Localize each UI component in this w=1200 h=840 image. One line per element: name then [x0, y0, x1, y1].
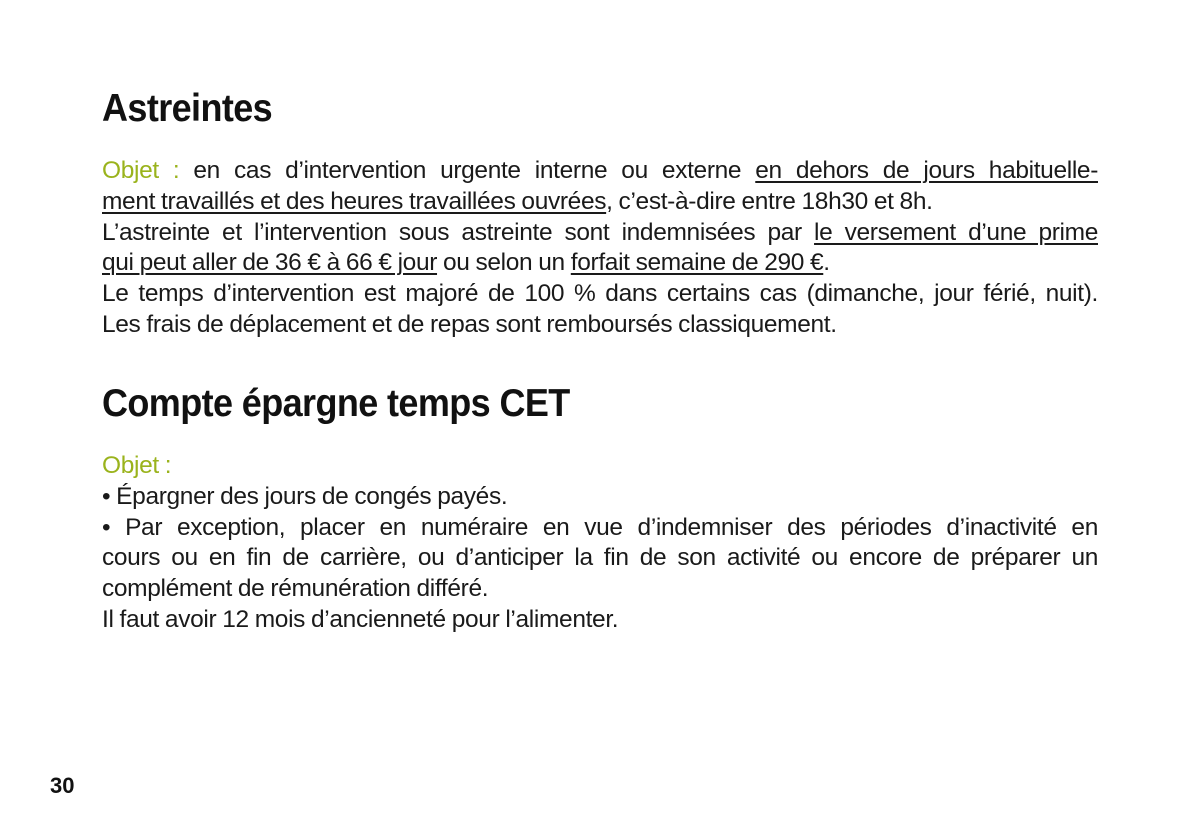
objet-label: Objet :: [102, 452, 172, 479]
astreintes-line-6: Les frais de déplacement et de repas sont remboursés classiquement.: [102, 310, 837, 338]
underlined-text: en dehors de jours habituelle-: [755, 157, 1098, 184]
objet-label: Objet :: [102, 157, 180, 184]
closing-sentence: Il faut avoir 12 mois d’ancienneté pour l’alimenter.: [102, 605, 619, 633]
text-span: L’astreinte et l’intervention sous astreinte sont indemnisées par: [102, 218, 815, 246]
bullet-item-line-2: cours ou en fin de carrière, ou d’anticiper la fin de son activité ou encore de préparer un: [102, 544, 1098, 572]
astreintes-line-4: [102, 248, 1098, 279]
text-span: .: [823, 249, 830, 277]
underlined-text: forfait semaine de 290 €: [570, 249, 824, 277]
astreintes-line-3: [102, 218, 1098, 249]
section-title-astreintes: Astreintes: [102, 85, 273, 130]
section-title-cet: Compte épargne temps CET: [102, 380, 570, 425]
text-span: en cas d’intervention urgente interne ou externe: [179, 157, 756, 184]
bullet-item: • Épargner des jours de congés payés.: [102, 482, 508, 510]
astreintes-paragraph: [102, 156, 1098, 341]
astreintes-line-2: [102, 187, 1098, 218]
astreintes-line-5: Le temps d’intervention est majoré de 100 % dans certains cas (dimanche, jour férié, nuit).: [102, 280, 1098, 308]
underlined-text: le versement d’une prime: [814, 218, 1098, 246]
bullet-item-line-1: • Par exception, placer en numéraire en vue d’indemniser des périodes d’inactivité en: [102, 513, 1098, 541]
underlined-text: ment travaillés et des heures travaillées ouvrées: [102, 187, 607, 215]
cet-paragraph: [102, 451, 1098, 636]
underlined-text: qui peut aller de 36 € à 66 € jour: [102, 249, 438, 277]
text-span: , c’est-à-dire entre 18h30 et 8h.: [606, 187, 933, 215]
page-number: 30: [50, 773, 75, 798]
bullet-item-line-3: complément de rémunération différé.: [102, 575, 489, 603]
astreintes-line-1: [102, 156, 1098, 187]
text-span: ou selon un: [437, 249, 571, 277]
